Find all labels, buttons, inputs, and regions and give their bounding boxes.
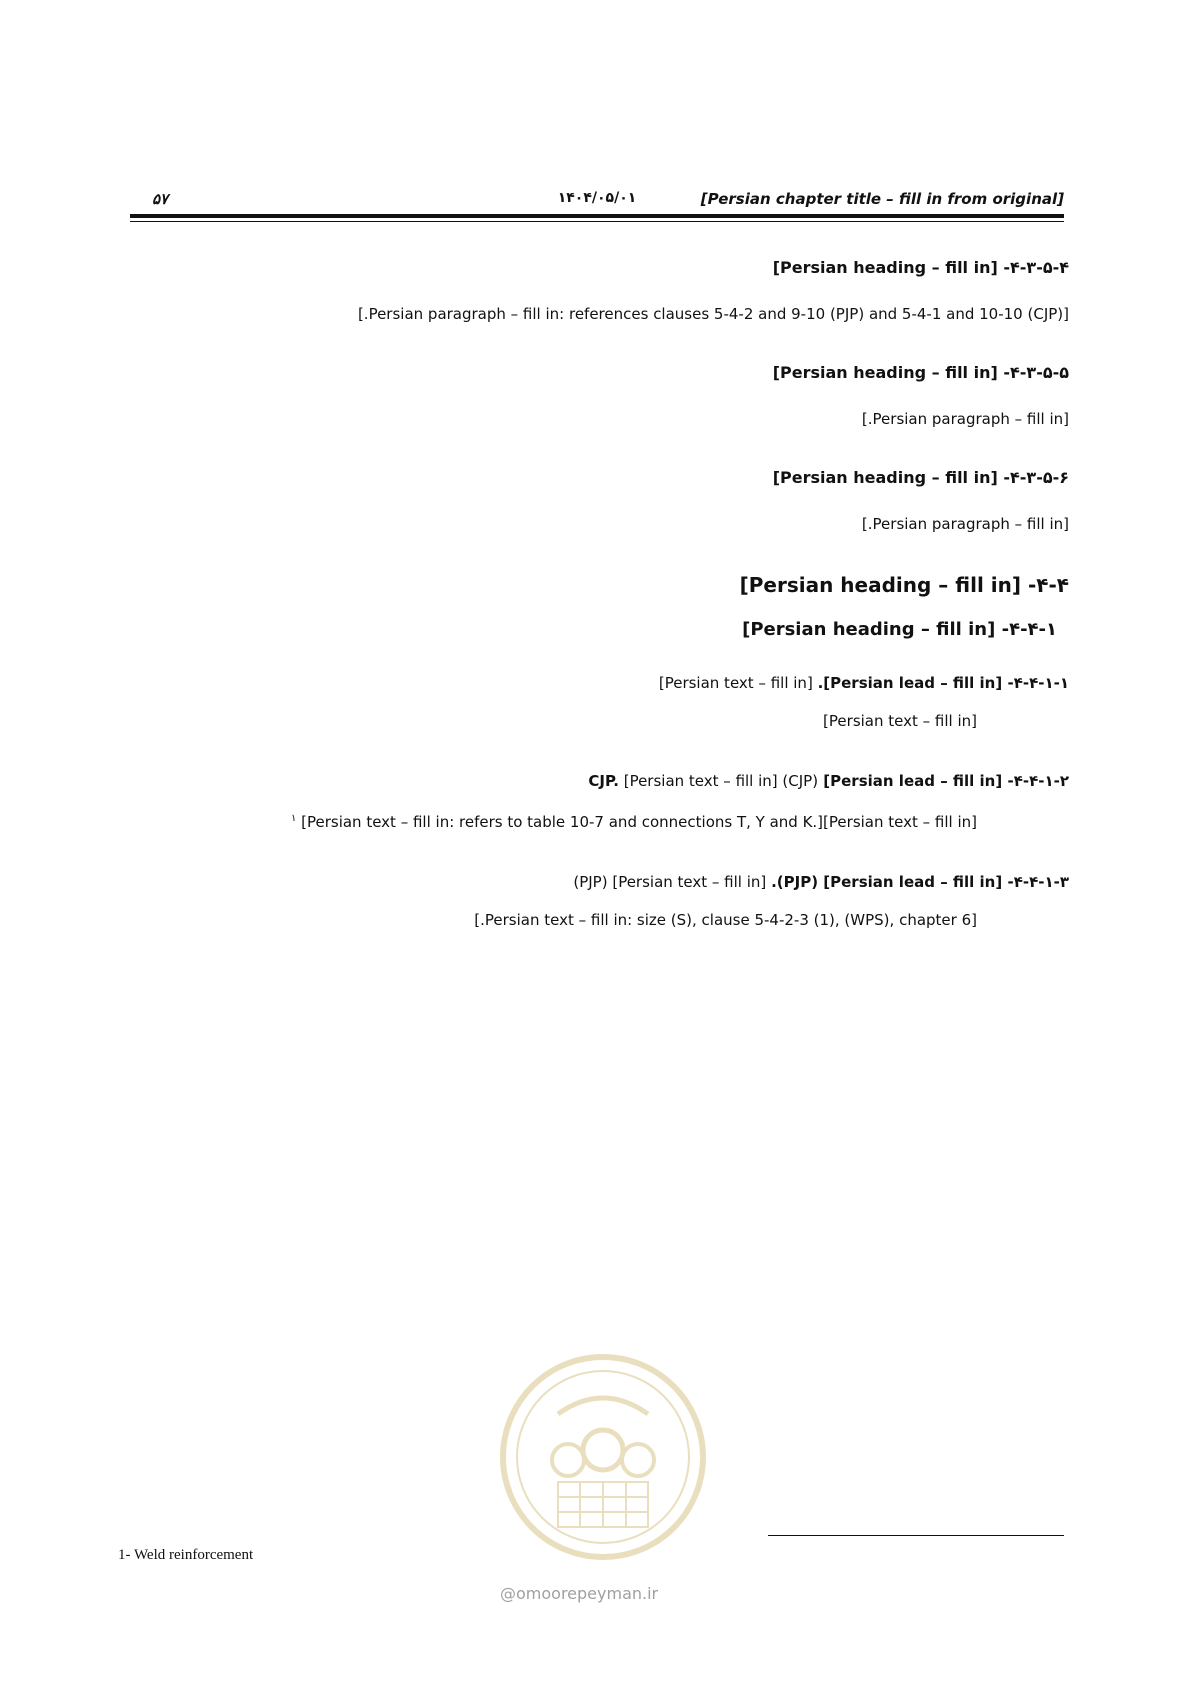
issue-date: ۱۴۰۴/۰۵/۰۱ bbox=[557, 190, 637, 206]
footnote: 1- Weld reinforcement bbox=[118, 1547, 254, 1563]
clause-lead: ۴-۴-۱-۲- [Persian lead – fill in] CJP. bbox=[588, 772, 1069, 790]
section-title: [Persian heading – fill in] bbox=[772, 468, 998, 487]
clause-continuation bbox=[118, 800, 1069, 841]
section-title: [Persian heading – fill in] bbox=[739, 573, 1021, 597]
clause-text: [Persian text – fill in] bbox=[658, 674, 813, 692]
clause-lead: ۴-۴-۱-۱- [Persian lead – fill in]. bbox=[817, 674, 1069, 692]
clause-4-4-1-1 bbox=[118, 664, 1069, 740]
clause-continuation: [Persian text – fill in: size (S), clause 5-4-2-3 (1), (WPS), chapter 6.] bbox=[474, 911, 977, 929]
watermark-seal-icon bbox=[488, 1342, 718, 1572]
section-title: [Persian heading – fill in] bbox=[772, 363, 998, 382]
section-heading-4-3-5-5 bbox=[118, 363, 1069, 382]
clause-text: [Persian text – fill in] (CJP) bbox=[623, 772, 819, 790]
clause-4-4-1-2 bbox=[118, 762, 1069, 841]
section-paragraph-4-3-5-5: [Persian paragraph – fill in.] bbox=[861, 410, 1069, 428]
footnote-marker: ۱ bbox=[290, 813, 297, 824]
clause-text-a: [Persian text – fill in] bbox=[823, 813, 977, 831]
section-paragraph-4-3-5-6: [Persian paragraph – fill in.] bbox=[861, 515, 1069, 533]
header-rule-thin bbox=[130, 221, 1064, 222]
watermark-url: @omoorepeyman.ir bbox=[500, 1584, 659, 1603]
section-heading-4-3-5-4 bbox=[118, 258, 1069, 277]
section-heading-4-4-1 bbox=[118, 619, 1057, 640]
body-text bbox=[118, 258, 1069, 961]
section-number: ۴-۴- bbox=[1027, 573, 1069, 597]
chapter-title: [Persian chapter title – fill in from original] bbox=[700, 190, 1064, 208]
clause-text-b: [Persian text – fill in: refers to table 10-7 and connections T, Y and K.] bbox=[301, 813, 824, 831]
section-title: [Persian heading – fill in] bbox=[742, 619, 996, 640]
header-rule-thick bbox=[130, 214, 1064, 218]
clause-continuation: [Persian text – fill in] bbox=[823, 712, 977, 730]
running-header bbox=[130, 190, 1064, 224]
clause-4-4-1-3 bbox=[118, 863, 1069, 939]
page-number: ۵۷ bbox=[152, 190, 169, 208]
section-number: ۴-۴-۱- bbox=[1001, 619, 1057, 640]
section-number: ۴-۳-۵-۶- bbox=[1003, 468, 1069, 487]
section-heading-4-4 bbox=[118, 573, 1069, 597]
clause-text: [Persian text – fill in] (PJP) bbox=[573, 873, 767, 891]
section-title: [Persian heading – fill in] bbox=[772, 258, 998, 277]
footnote-rule bbox=[768, 1535, 1064, 1536]
section-heading-4-3-5-6 bbox=[118, 468, 1069, 487]
clause-lead: ۴-۴-۱-۳- [Persian lead – fill in] (PJP). bbox=[771, 873, 1069, 891]
section-number: ۴-۳-۵-۵- bbox=[1003, 363, 1069, 382]
section-number: ۴-۳-۵-۴- bbox=[1003, 258, 1069, 277]
section-paragraph-4-3-5-4: [Persian paragraph – fill in: references clauses 5-4-2 and 9-10 (PJP) and 5-4-1 and 10-10 (CJP).] bbox=[357, 305, 1069, 323]
